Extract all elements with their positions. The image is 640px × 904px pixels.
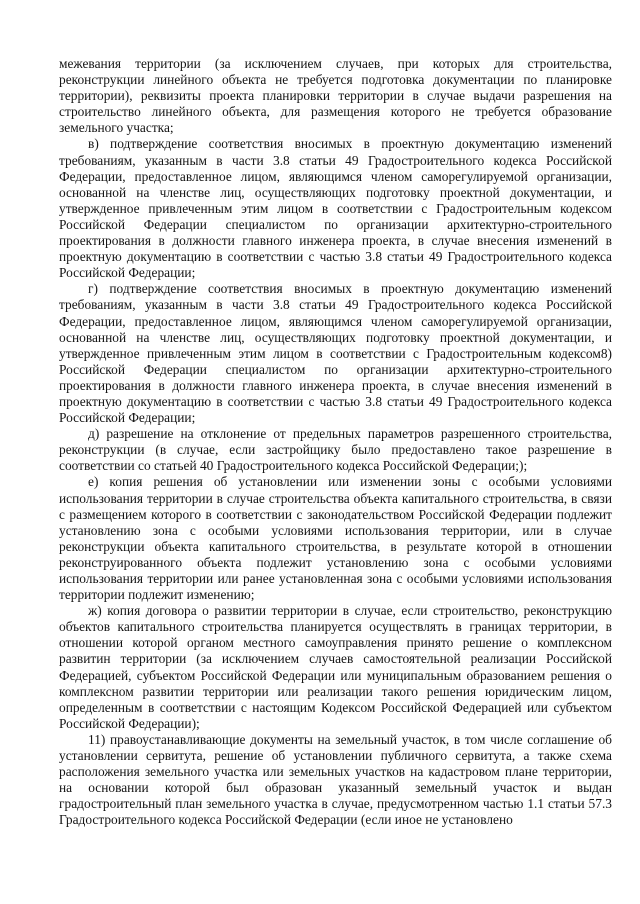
paragraph-item-11: 11) правоустанавливающие документы на земельный участок, в том числе соглашение об установлении сервитута, решение об установлении публичного сервитута, а также схема расположения земельного участка или земельных участков на кадастровом плане территории, на основании которой был образован указанный земельный участок и выдан градостроительный план земельного участка в случае, предусмотренном частью 1.1 статьи 57.3 Градостроительного кодекса Российской Федерации (если иное не установлено: [59, 731, 612, 828]
paragraph-item-zh: ж) копия договора о развитии территории в случае, если строительство, реконструкцию объектов капитального строительства планируется осуществлять в границах территории, в отношении которой органом местного самоуправления принято решение о комплексном развитин территории (за исключением случаев самостоятельной реализации Российской Федерацией, субъектом Российской Федерации или муниципальным образованием решения о комплексном развитии территории или реализации такого решения юридическим лицом, определенным в соответствии с настоящим Кодексом Российской Федерацией или субъектом Российской Федерации);: [59, 603, 612, 731]
paragraph-item-g: г) подтверждение соответствия вносимых в проектную документацию изменений требованиям, указанным в части 3.8 статьи 49 Градостроительного кодекса Российской Федерации, предоставленное лицом, являющимся членом саморегулируемой организации, основанной на членстве лиц, осуществляющих подготовку проектной документации, и утвержденное привлеченным этим лицом в соответствии с Градостроительным кодексом8) Российской Федерации специалистом по организации архитектурно-строительного проектирования в должности главного инженера проекта, в случае внесения изменений в проектную документацию в соответствии с частью 3.8 статьи 49 Градостроительного кодекса Российской Федерации;: [59, 281, 612, 426]
paragraph-item-v: в) подтверждение соответствия вносимых в проектную документацию изменений требованиям, указанным в части 3.8 статьи 49 Градостроительного кодекса Российской Федерации, предоставленное лицом, являющимся членом саморегулируемой организации, основанной на членстве лиц, осуществляющих подготовку проектной документации, и утвержденное привлеченным этим лицом в соответствии с Градостроительным кодексом Российской Федерации специалистом по организации архитектурно-строительного проектирования в должности главного инженера проекта, в случае внесения изменений в проектную документацию в соответствии с частью 3.8 статьи 49 Градостроительного кодекса Российской Федерации;: [59, 136, 612, 281]
paragraph-continuation: межевания территории (за исключением случаев, при которых для строительства, реконструкции линейного объекта не требуется подготовка документации по планировке территории), реквизиты проекта планировки территории в случае выдачи разрешения на строительство линейного объекта, для размещения которого не требуется образование земельного участка;: [59, 56, 612, 136]
paragraph-item-d: д) разрешение на отклонение от предельных параметров разрешенного строительства, реконструкции (в случае, если застройщику было предоставлено такое разрешение в соответствии со статьей 40 Градостроительного кодекса Российской Федерации;);: [59, 426, 612, 474]
document-body: [59, 56, 612, 829]
paragraph-item-e: е) копия решения об установлении или изменении зоны с особыми условиями использования территории в случае строительства объекта капитального строительства, в связи с размещением которого в соответствии с законодательством Российской Федерации подлежит установлению зона с особыми условиями использования территории, или в случае реконструкции объекта капитального строительства, в результате которой в отношении реконструированного объекта подлежит установлению зона с особыми условиями использования территории или ранее установленная зона с особыми условиями использования территории подлежит изменению;: [59, 474, 612, 603]
